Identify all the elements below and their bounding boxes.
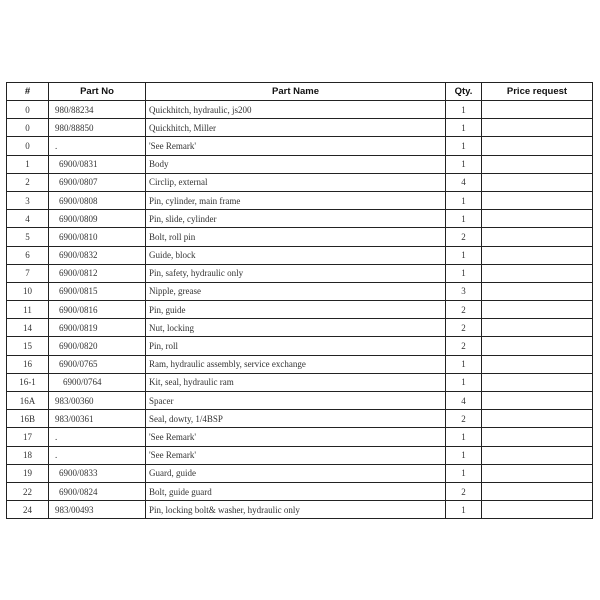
table-row (7, 191, 593, 209)
cell-part-no: 6900/0819 (49, 319, 146, 337)
cell-part-name: Pin, cylinder, main frame (146, 191, 446, 209)
cell-num: 16B (7, 410, 49, 428)
table-row (7, 319, 593, 337)
cell-part-name: Nipple, grease (146, 282, 446, 300)
table-row (7, 282, 593, 300)
cell-part-no: 983/00361 (49, 410, 146, 428)
cell-price-request[interactable] (482, 301, 593, 319)
cell-num: 4 (7, 210, 49, 228)
cell-qty: 1 (446, 191, 482, 209)
cell-num: 0 (7, 101, 49, 119)
cell-num: 2 (7, 173, 49, 191)
cell-part-no: 6900/0808 (49, 191, 146, 209)
cell-qty: 1 (446, 501, 482, 519)
cell-price-request[interactable] (482, 210, 593, 228)
cell-part-name: Body (146, 155, 446, 173)
cell-num: 6 (7, 246, 49, 264)
header-part-no: Part No (49, 83, 146, 101)
table-row (7, 337, 593, 355)
cell-part-no: 6900/0816 (49, 301, 146, 319)
cell-part-no: . (49, 428, 146, 446)
table-row (7, 428, 593, 446)
table-row (7, 373, 593, 391)
cell-price-request[interactable] (482, 355, 593, 373)
cell-qty: 2 (446, 319, 482, 337)
cell-part-no: 6900/0765 (49, 355, 146, 373)
table-row (7, 101, 593, 119)
cell-price-request[interactable] (482, 282, 593, 300)
table-row (7, 482, 593, 500)
table-row (7, 155, 593, 173)
table-row (7, 301, 593, 319)
cell-qty: 1 (446, 264, 482, 282)
cell-part-name: Bolt, guide guard (146, 482, 446, 500)
cell-part-no: 6900/0832 (49, 246, 146, 264)
cell-price-request[interactable] (482, 501, 593, 519)
cell-part-name: Seal, dowty, 1/4BSP (146, 410, 446, 428)
cell-price-request[interactable] (482, 373, 593, 391)
cell-part-no: 6900/0810 (49, 228, 146, 246)
cell-num: 16-1 (7, 373, 49, 391)
cell-price-request[interactable] (482, 410, 593, 428)
cell-num: 24 (7, 501, 49, 519)
cell-qty: 1 (446, 464, 482, 482)
cell-part-name: Quickhitch, Miller (146, 119, 446, 137)
cell-part-no: 6900/0812 (49, 264, 146, 282)
cell-part-name: Bolt, roll pin (146, 228, 446, 246)
cell-part-no: 6900/0807 (49, 173, 146, 191)
table-row (7, 246, 593, 264)
cell-part-name: Pin, safety, hydraulic only (146, 264, 446, 282)
cell-part-no: 6900/0824 (49, 482, 146, 500)
cell-num: 15 (7, 337, 49, 355)
cell-part-no: . (49, 446, 146, 464)
cell-num: 3 (7, 191, 49, 209)
cell-price-request[interactable] (482, 392, 593, 410)
cell-part-no: 6900/0833 (49, 464, 146, 482)
header-num: # (7, 83, 49, 101)
cell-part-name: Quickhitch, hydraulic, js200 (146, 101, 446, 119)
cell-num: 16 (7, 355, 49, 373)
cell-num: 16A (7, 392, 49, 410)
cell-price-request[interactable] (482, 173, 593, 191)
cell-qty: 4 (446, 173, 482, 191)
cell-price-request[interactable] (482, 319, 593, 337)
cell-part-name: 'See Remark' (146, 446, 446, 464)
cell-part-name: 'See Remark' (146, 428, 446, 446)
cell-part-no: 980/88850 (49, 119, 146, 137)
parts-table-body (7, 101, 593, 519)
cell-price-request[interactable] (482, 264, 593, 282)
table-row (7, 446, 593, 464)
cell-num: 17 (7, 428, 49, 446)
table-row (7, 392, 593, 410)
cell-part-name: Pin, roll (146, 337, 446, 355)
cell-qty: 1 (446, 155, 482, 173)
cell-part-no: 983/00360 (49, 392, 146, 410)
cell-price-request[interactable] (482, 191, 593, 209)
cell-qty: 1 (446, 210, 482, 228)
cell-qty: 2 (446, 228, 482, 246)
cell-num: 7 (7, 264, 49, 282)
table-row (7, 355, 593, 373)
cell-num: 14 (7, 319, 49, 337)
table-row (7, 464, 593, 482)
cell-qty: 1 (446, 137, 482, 155)
cell-qty: 1 (446, 373, 482, 391)
table-header-row (7, 83, 593, 101)
cell-part-name: Pin, locking bolt& washer, hydraulic only (146, 501, 446, 519)
cell-part-name: Guide, block (146, 246, 446, 264)
cell-qty: 1 (446, 246, 482, 264)
cell-part-no: . (49, 137, 146, 155)
table-row (7, 173, 593, 191)
cell-num: 1 (7, 155, 49, 173)
cell-num: 10 (7, 282, 49, 300)
cell-qty: 1 (446, 119, 482, 137)
cell-price-request[interactable] (482, 155, 593, 173)
cell-num: 19 (7, 464, 49, 482)
cell-qty: 2 (446, 337, 482, 355)
header-part-name: Part Name (146, 83, 446, 101)
cell-num: 0 (7, 119, 49, 137)
cell-price-request[interactable] (482, 446, 593, 464)
cell-num: 0 (7, 137, 49, 155)
cell-part-name: Ram, hydraulic assembly, service exchange (146, 355, 446, 373)
cell-part-no: 6900/0820 (49, 337, 146, 355)
cell-part-name: Circlip, external (146, 173, 446, 191)
cell-part-name: Pin, slide, cylinder (146, 210, 446, 228)
cell-price-request[interactable] (482, 482, 593, 500)
cell-part-name: Spacer (146, 392, 446, 410)
table-row (7, 410, 593, 428)
cell-part-name: Kit, seal, hydraulic ram (146, 373, 446, 391)
table-row (7, 264, 593, 282)
cell-price-request[interactable] (482, 119, 593, 137)
cell-price-request[interactable] (482, 101, 593, 119)
cell-price-request[interactable] (482, 428, 593, 446)
cell-price-request[interactable] (482, 337, 593, 355)
header-qty: Qty. (446, 83, 482, 101)
cell-num: 22 (7, 482, 49, 500)
header-price-request: Price request (482, 83, 593, 101)
cell-num: 5 (7, 228, 49, 246)
cell-qty: 1 (446, 101, 482, 119)
table-row (7, 137, 593, 155)
cell-qty: 1 (446, 355, 482, 373)
cell-price-request[interactable] (482, 246, 593, 264)
table-row (7, 228, 593, 246)
cell-num: 18 (7, 446, 49, 464)
cell-part-name: Nut, locking (146, 319, 446, 337)
cell-qty: 1 (446, 446, 482, 464)
cell-part-name: Pin, guide (146, 301, 446, 319)
cell-qty: 3 (446, 282, 482, 300)
cell-part-name: Guard, guide (146, 464, 446, 482)
cell-part-no: 6900/0815 (49, 282, 146, 300)
cell-price-request[interactable] (482, 464, 593, 482)
cell-qty: 4 (446, 392, 482, 410)
cell-qty: 2 (446, 301, 482, 319)
cell-part-name: 'See Remark' (146, 137, 446, 155)
cell-num: 11 (7, 301, 49, 319)
cell-part-no: 6900/0764 (49, 373, 146, 391)
table-row (7, 501, 593, 519)
cell-part-no: 6900/0809 (49, 210, 146, 228)
cell-qty: 1 (446, 428, 482, 446)
table-row (7, 119, 593, 137)
parts-table (6, 82, 593, 519)
cell-part-no: 983/00493 (49, 501, 146, 519)
cell-qty: 2 (446, 482, 482, 500)
cell-qty: 2 (446, 410, 482, 428)
cell-part-no: 980/88234 (49, 101, 146, 119)
cell-price-request[interactable] (482, 137, 593, 155)
table-row (7, 210, 593, 228)
cell-price-request[interactable] (482, 228, 593, 246)
cell-part-no: 6900/0831 (49, 155, 146, 173)
